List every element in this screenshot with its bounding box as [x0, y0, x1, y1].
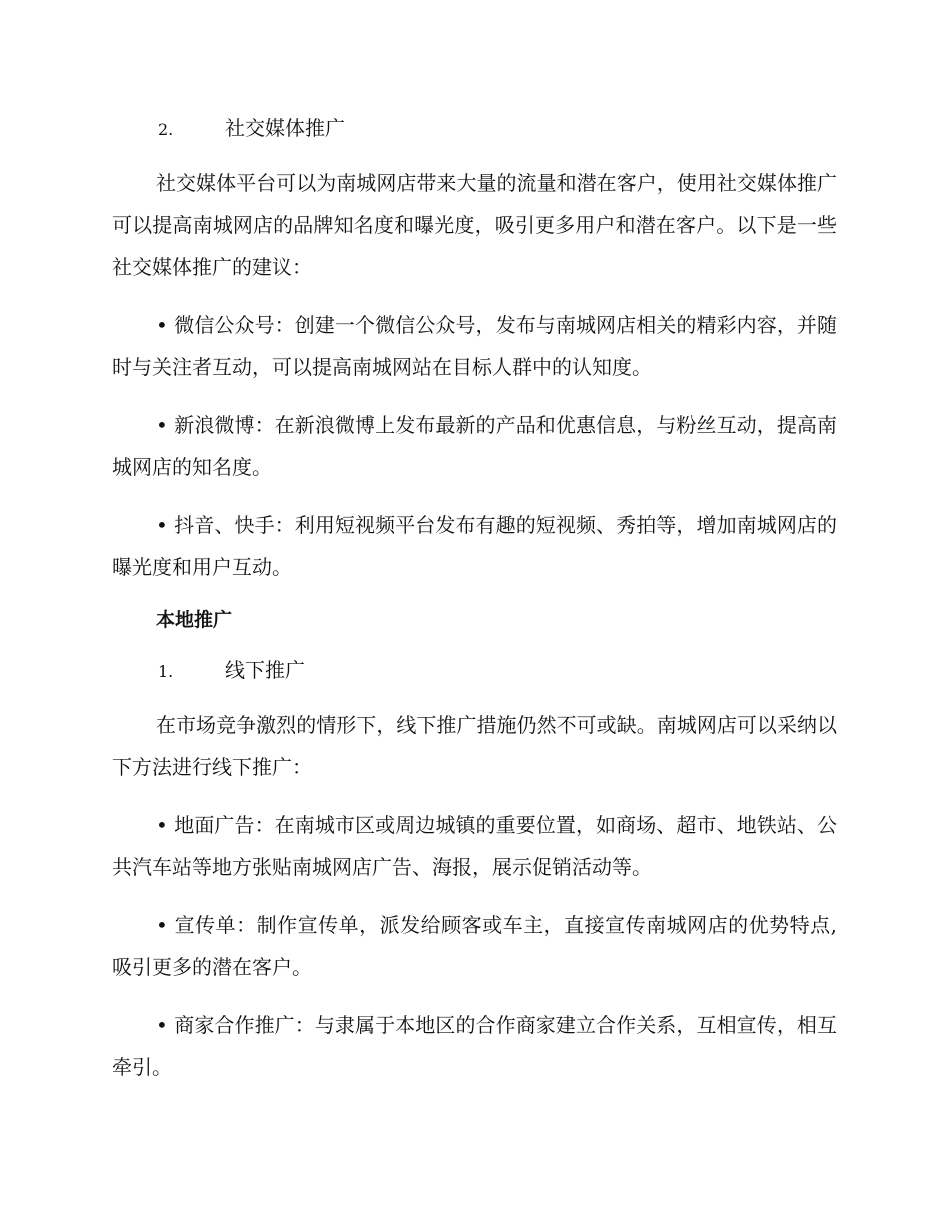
bullet-weibo: • 新浪微博：在新浪微博上发布最新的产品和优惠信息，与粉丝互动，提高南城网店的知名度。 — [112, 413, 837, 479]
bullet-ground-ads: • 地面广告：在南城市区或周边城镇的重要位置，如商场、超市、地铁站、公共汽车站等地方张贴南城网店广告、海报，展示促销活动等。 — [112, 813, 837, 879]
heading-number: 2. — [158, 120, 174, 139]
offline-promotion-heading — [158, 652, 837, 688]
bullet-merchant-cooperation: • 商家合作推广：与隶属于本地区的合作商家建立合作关系，互相宣传，相互牵引。 — [112, 1013, 837, 1079]
heading-number: 1. — [158, 662, 174, 681]
heading-title: 线下推广 — [225, 658, 305, 682]
social-intro-paragraph: 社交媒体平台可以为南城网店带来大量的流量和潜在客户，使用社交媒体推广可以提高南城网店的品牌知名度和曝光度，吸引更多用户和潜在客户。以下是一些社交媒体推广的建议： — [112, 171, 837, 279]
heading-title: 社交媒体推广 — [225, 116, 345, 140]
bullet-wechat: • 微信公众号：创建一个微信公众号，发布与南城网店相关的精彩内容，并随时与关注者互动，可以提高南城网站在目标人群中的认知度。 — [112, 313, 837, 379]
bullet-douyin-kuaishou: • 抖音、快手：利用短视频平台发布有趣的短视频、秀拍等，增加南城网店的曝光度和用户互动。 — [112, 513, 837, 579]
local-promotion-heading: 本地推广 — [156, 609, 233, 631]
bullet-flyers: • 宣传单：制作宣传单，派发给顾客或车主，直接宣传南城网店的优势特点,吸引更多的潜在客户。 — [112, 913, 837, 979]
document-body — [112, 110, 837, 1088]
social-media-heading — [158, 110, 837, 146]
offline-intro-paragraph: 在市场竞争激烈的情形下，线下推广措施仍然不可或缺。南城网店可以采纳以下方法进行线下推广： — [112, 713, 837, 779]
